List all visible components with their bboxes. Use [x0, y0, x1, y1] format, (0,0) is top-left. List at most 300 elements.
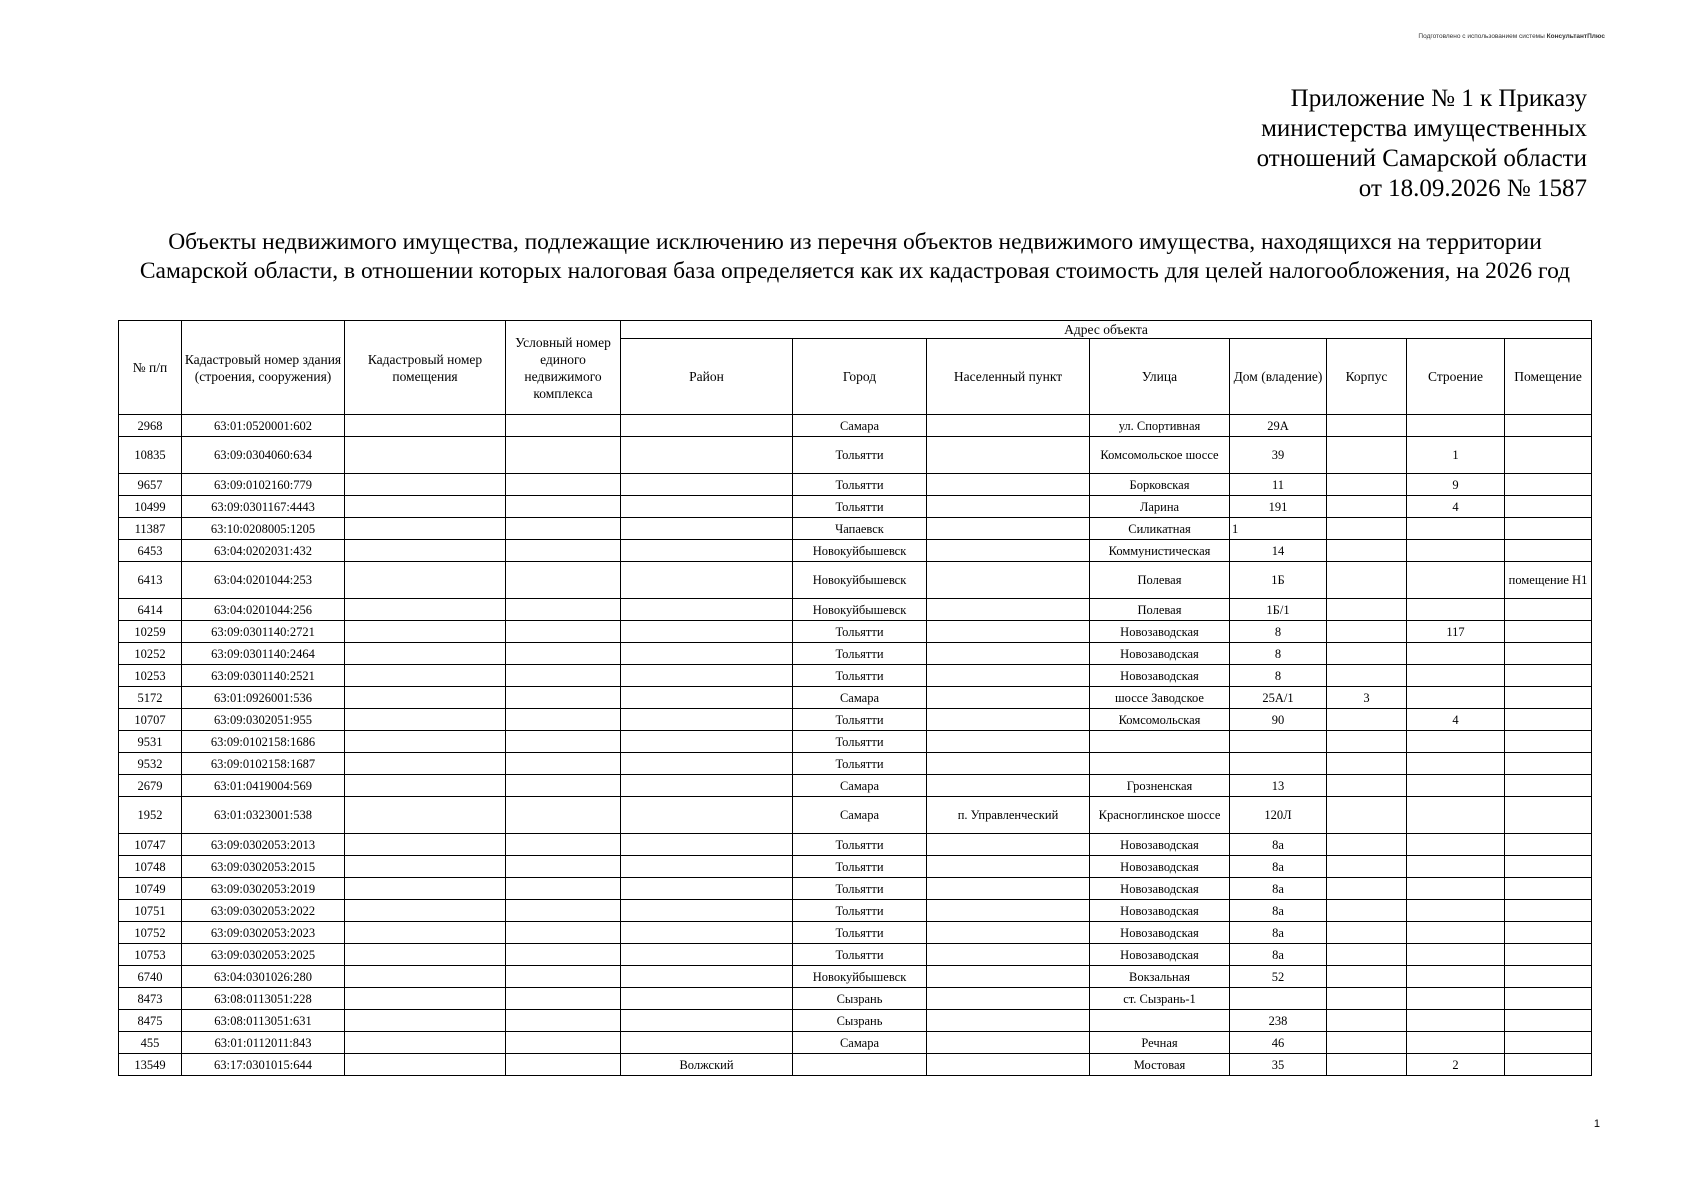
cell-building-cadastral: 63:10:0208005:1205 [182, 518, 345, 540]
cell-room-cadastral [345, 518, 506, 540]
cell-district [621, 753, 793, 775]
cell-num: 2968 [119, 415, 182, 437]
table-row [119, 643, 1592, 665]
cell-room [1505, 834, 1592, 856]
cell-complex-number [506, 687, 621, 709]
cell-building-cadastral: 63:01:0520001:602 [182, 415, 345, 437]
cell-building-cadastral: 63:09:0302053:2023 [182, 922, 345, 944]
cell-city: Тольятти [793, 856, 927, 878]
note-brand: КонсультантПлюс [1546, 33, 1605, 40]
cell-settlement [927, 599, 1090, 621]
cell-complex-number [506, 415, 621, 437]
cell-city: Тольятти [793, 944, 927, 966]
appendix-line-1: Приложение № 1 к Приказу [1290, 85, 1587, 112]
cell-num: 10749 [119, 878, 182, 900]
cell-room [1505, 1032, 1592, 1054]
cell-building-cadastral: 63:09:0302053:2013 [182, 834, 345, 856]
cell-building [1407, 988, 1505, 1010]
appendix-line-2: министерства имущественных [1261, 115, 1587, 142]
cell-num: 6413 [119, 562, 182, 599]
cell-room-cadastral [345, 1032, 506, 1054]
cell-building-cadastral: 63:09:0102158:1687 [182, 753, 345, 775]
cell-settlement [927, 856, 1090, 878]
cell-house: 8а [1230, 900, 1327, 922]
cell-city: Чапаевск [793, 518, 927, 540]
cell-house: 8а [1230, 856, 1327, 878]
cell-room [1505, 797, 1592, 834]
appendix-line-4: от 18.09.2026 № 1587 [1358, 175, 1587, 202]
cell-room-cadastral [345, 856, 506, 878]
header-building: Строение [1407, 339, 1505, 415]
cell-complex-number [506, 753, 621, 775]
cell-house: 35 [1230, 1054, 1327, 1076]
cell-city: Тольятти [793, 474, 927, 496]
cell-street: Комсомольская [1090, 709, 1230, 731]
cell-room [1505, 966, 1592, 988]
cell-street: Новозаводская [1090, 856, 1230, 878]
cell-room [1505, 922, 1592, 944]
table-row [119, 731, 1592, 753]
cell-building: 9 [1407, 474, 1505, 496]
cell-building-cadastral: 63:09:0301140:2521 [182, 665, 345, 687]
cell-house: 238 [1230, 1010, 1327, 1032]
cell-house: 1 [1230, 518, 1327, 540]
table-row [119, 775, 1592, 797]
cell-complex-number [506, 1032, 621, 1054]
objects-table-wrap [118, 320, 1592, 1076]
cell-city: Самара [793, 797, 927, 834]
cell-house: 8а [1230, 834, 1327, 856]
cell-building-cadastral: 63:09:0102160:779 [182, 474, 345, 496]
cell-room [1505, 709, 1592, 731]
cell-room-cadastral [345, 1054, 506, 1076]
cell-city: Новокуйбышевск [793, 966, 927, 988]
cell-num: 11387 [119, 518, 182, 540]
cell-city: Самара [793, 687, 927, 709]
cell-street [1090, 731, 1230, 753]
table-row [119, 753, 1592, 775]
cell-room-cadastral [345, 621, 506, 643]
cell-city: Самара [793, 775, 927, 797]
cell-district [621, 687, 793, 709]
cell-korpus [1327, 900, 1407, 922]
cell-street: Борковская [1090, 474, 1230, 496]
cell-building: 2 [1407, 1054, 1505, 1076]
cell-city: Тольятти [793, 753, 927, 775]
cell-num: 10253 [119, 665, 182, 687]
cell-room-cadastral [345, 437, 506, 474]
cell-district [621, 775, 793, 797]
cell-building-cadastral: 63:01:0926001:536 [182, 687, 345, 709]
cell-korpus [1327, 599, 1407, 621]
cell-settlement [927, 518, 1090, 540]
table-row [119, 562, 1592, 599]
cell-building [1407, 1010, 1505, 1032]
cell-city: Новокуйбышевск [793, 562, 927, 599]
header-room-cadastral: Кадастровый номер помещения [345, 321, 506, 415]
cell-house [1230, 753, 1327, 775]
cell-korpus [1327, 878, 1407, 900]
cell-room-cadastral [345, 731, 506, 753]
cell-num: 8475 [119, 1010, 182, 1032]
cell-building-cadastral: 63:04:0201044:253 [182, 562, 345, 599]
table-body [119, 415, 1592, 1076]
cell-street: Полевая [1090, 562, 1230, 599]
document-title: Объекты недвижимого имущества, подлежащие исключению из перечня объектов недвижимого имущества, находящихся на территории Самарской области, в отношении которых налоговая база определяется как их кадастровая стоимость для целей налогообложения, на 2026 год [139, 229, 1571, 284]
table-row [119, 944, 1592, 966]
cell-room-cadastral [345, 834, 506, 856]
cell-building-cadastral: 63:09:0302053:2022 [182, 900, 345, 922]
cell-complex-number [506, 1010, 621, 1032]
cell-building [1407, 1032, 1505, 1054]
cell-num: 1952 [119, 797, 182, 834]
cell-num: 10835 [119, 437, 182, 474]
cell-complex-number [506, 775, 621, 797]
cell-korpus [1327, 1054, 1407, 1076]
cell-room [1505, 878, 1592, 900]
cell-num: 10499 [119, 496, 182, 518]
cell-settlement [927, 966, 1090, 988]
cell-settlement [927, 922, 1090, 944]
cell-district [621, 643, 793, 665]
header-district: Район [621, 339, 793, 415]
cell-building [1407, 834, 1505, 856]
cell-settlement [927, 562, 1090, 599]
cell-room-cadastral [345, 643, 506, 665]
cell-district [621, 562, 793, 599]
cell-room [1505, 599, 1592, 621]
cell-building: 1 [1407, 437, 1505, 474]
cell-settlement [927, 944, 1090, 966]
cell-city: Тольятти [793, 496, 927, 518]
cell-building [1407, 797, 1505, 834]
cell-room-cadastral [345, 922, 506, 944]
cell-num: 10752 [119, 922, 182, 944]
cell-street: Полевая [1090, 599, 1230, 621]
cell-building-cadastral: 63:09:0302051:955 [182, 709, 345, 731]
cell-room [1505, 687, 1592, 709]
header-street: Улица [1090, 339, 1230, 415]
cell-house [1230, 988, 1327, 1010]
table-row [119, 621, 1592, 643]
cell-building [1407, 415, 1505, 437]
cell-settlement [927, 731, 1090, 753]
table-row [119, 518, 1592, 540]
cell-building-cadastral: 63:09:0301140:2721 [182, 621, 345, 643]
cell-building [1407, 966, 1505, 988]
cell-num: 6740 [119, 966, 182, 988]
table-row [119, 540, 1592, 562]
header-house: Дом (владение) [1230, 339, 1327, 415]
table-row [119, 709, 1592, 731]
cell-street: Новозаводская [1090, 922, 1230, 944]
note-prefix: Подготовлено с использованием системы [1418, 33, 1547, 40]
cell-house: 11 [1230, 474, 1327, 496]
cell-room-cadastral [345, 797, 506, 834]
cell-korpus [1327, 1010, 1407, 1032]
cell-room [1505, 474, 1592, 496]
cell-city: Самара [793, 1032, 927, 1054]
cell-room [1505, 415, 1592, 437]
cell-building [1407, 731, 1505, 753]
cell-building [1407, 518, 1505, 540]
cell-num: 9532 [119, 753, 182, 775]
cell-street: Грозненская [1090, 775, 1230, 797]
cell-settlement [927, 775, 1090, 797]
cell-complex-number [506, 540, 621, 562]
cell-building-cadastral: 63:09:0304060:634 [182, 437, 345, 474]
cell-building [1407, 562, 1505, 599]
cell-street [1090, 753, 1230, 775]
cell-building [1407, 878, 1505, 900]
cell-korpus [1327, 437, 1407, 474]
cell-district [621, 856, 793, 878]
cell-room [1505, 643, 1592, 665]
cell-room: помещение Н1 [1505, 562, 1592, 599]
cell-building-cadastral: 63:01:0419004:569 [182, 775, 345, 797]
cell-korpus [1327, 1032, 1407, 1054]
cell-korpus [1327, 709, 1407, 731]
cell-korpus [1327, 944, 1407, 966]
cell-building [1407, 599, 1505, 621]
cell-complex-number [506, 797, 621, 834]
cell-district [621, 496, 793, 518]
cell-korpus [1327, 474, 1407, 496]
cell-district [621, 900, 793, 922]
cell-street: Комсомольское шоссе [1090, 437, 1230, 474]
cell-room-cadastral [345, 878, 506, 900]
cell-district [621, 922, 793, 944]
cell-room [1505, 437, 1592, 474]
table-row [119, 665, 1592, 687]
consultant-plus-note [1418, 33, 1605, 40]
cell-complex-number [506, 496, 621, 518]
cell-room-cadastral [345, 1010, 506, 1032]
appendix-block [1257, 84, 1587, 204]
cell-city: Тольятти [793, 922, 927, 944]
cell-complex-number [506, 643, 621, 665]
cell-korpus [1327, 643, 1407, 665]
cell-house: 1Б [1230, 562, 1327, 599]
cell-house [1230, 731, 1327, 753]
cell-complex-number [506, 922, 621, 944]
cell-building-cadastral: 63:09:0102158:1686 [182, 731, 345, 753]
cell-city: Тольятти [793, 665, 927, 687]
cell-complex-number [506, 474, 621, 496]
table-row [119, 1010, 1592, 1032]
cell-room-cadastral [345, 687, 506, 709]
cell-building [1407, 775, 1505, 797]
cell-district [621, 834, 793, 856]
cell-settlement [927, 621, 1090, 643]
cell-korpus [1327, 966, 1407, 988]
cell-city: Тольятти [793, 709, 927, 731]
cell-num: 10707 [119, 709, 182, 731]
table-row [119, 687, 1592, 709]
cell-complex-number [506, 944, 621, 966]
cell-district [621, 988, 793, 1010]
cell-building-cadastral: 63:08:0113051:631 [182, 1010, 345, 1032]
cell-korpus [1327, 540, 1407, 562]
cell-building-cadastral: 63:01:0323001:538 [182, 797, 345, 834]
cell-city: Тольятти [793, 900, 927, 922]
table-row [119, 966, 1592, 988]
cell-complex-number [506, 988, 621, 1010]
cell-room-cadastral [345, 775, 506, 797]
cell-room-cadastral [345, 415, 506, 437]
cell-room-cadastral [345, 665, 506, 687]
cell-room-cadastral [345, 540, 506, 562]
cell-korpus [1327, 797, 1407, 834]
cell-building [1407, 665, 1505, 687]
cell-room [1505, 540, 1592, 562]
cell-building-cadastral: 63:09:0302053:2019 [182, 878, 345, 900]
table-row [119, 878, 1592, 900]
cell-house: 90 [1230, 709, 1327, 731]
cell-building-cadastral: 63:04:0301026:280 [182, 966, 345, 988]
cell-room-cadastral [345, 599, 506, 621]
cell-settlement [927, 643, 1090, 665]
cell-korpus: 3 [1327, 687, 1407, 709]
cell-korpus [1327, 922, 1407, 944]
cell-complex-number [506, 1054, 621, 1076]
cell-district [621, 518, 793, 540]
cell-district [621, 599, 793, 621]
cell-building-cadastral: 63:09:0302053:2025 [182, 944, 345, 966]
cell-korpus [1327, 988, 1407, 1010]
cell-street: Новозаводская [1090, 900, 1230, 922]
cell-building-cadastral: 63:09:0301140:2464 [182, 643, 345, 665]
cell-building-cadastral: 63:09:0301167:4443 [182, 496, 345, 518]
cell-house: 52 [1230, 966, 1327, 988]
cell-house: 8а [1230, 944, 1327, 966]
cell-num: 10751 [119, 900, 182, 922]
cell-room [1505, 665, 1592, 687]
cell-settlement [927, 540, 1090, 562]
cell-complex-number [506, 709, 621, 731]
cell-house: 29А [1230, 415, 1327, 437]
cell-settlement [927, 988, 1090, 1010]
cell-num: 10252 [119, 643, 182, 665]
cell-street: ст. Сызрань-1 [1090, 988, 1230, 1010]
cell-room-cadastral [345, 709, 506, 731]
cell-district [621, 415, 793, 437]
cell-settlement [927, 1032, 1090, 1054]
cell-num: 6414 [119, 599, 182, 621]
table-row [119, 988, 1592, 1010]
cell-complex-number [506, 621, 621, 643]
cell-complex-number [506, 731, 621, 753]
table-row [119, 496, 1592, 518]
cell-building: 4 [1407, 496, 1505, 518]
cell-room [1505, 775, 1592, 797]
cell-street: Речная [1090, 1032, 1230, 1054]
cell-house: 8 [1230, 643, 1327, 665]
table-row [119, 1032, 1592, 1054]
cell-room [1505, 496, 1592, 518]
cell-city: Тольятти [793, 878, 927, 900]
table-row [119, 415, 1592, 437]
cell-city: Тольятти [793, 437, 927, 474]
cell-city: Самара [793, 415, 927, 437]
cell-street [1090, 1010, 1230, 1032]
cell-complex-number [506, 562, 621, 599]
cell-city [793, 1054, 927, 1076]
cell-street: Новозаводская [1090, 643, 1230, 665]
cell-settlement [927, 437, 1090, 474]
cell-korpus [1327, 834, 1407, 856]
cell-korpus [1327, 621, 1407, 643]
cell-street: Новозаводская [1090, 834, 1230, 856]
cell-district: Волжский [621, 1054, 793, 1076]
cell-house: 191 [1230, 496, 1327, 518]
cell-building-cadastral: 63:04:0202031:432 [182, 540, 345, 562]
cell-building [1407, 856, 1505, 878]
cell-korpus [1327, 496, 1407, 518]
cell-district [621, 878, 793, 900]
cell-house: 8а [1230, 922, 1327, 944]
cell-complex-number [506, 437, 621, 474]
cell-room [1505, 731, 1592, 753]
cell-street: Вокзальная [1090, 966, 1230, 988]
cell-house: 25А/1 [1230, 687, 1327, 709]
cell-num: 9657 [119, 474, 182, 496]
cell-city: Новокуйбышевск [793, 540, 927, 562]
cell-street: Красноглинское шоссе [1090, 797, 1230, 834]
cell-num: 9531 [119, 731, 182, 753]
cell-room-cadastral [345, 753, 506, 775]
objects-table [118, 320, 1592, 1076]
cell-complex-number [506, 834, 621, 856]
cell-building-cadastral: 63:04:0201044:256 [182, 599, 345, 621]
cell-settlement [927, 1054, 1090, 1076]
cell-num: 8473 [119, 988, 182, 1010]
cell-complex-number [506, 518, 621, 540]
cell-korpus [1327, 665, 1407, 687]
cell-street: Новозаводская [1090, 944, 1230, 966]
cell-num: 5172 [119, 687, 182, 709]
cell-settlement: п. Управленческий [927, 797, 1090, 834]
cell-building [1407, 687, 1505, 709]
cell-room-cadastral [345, 474, 506, 496]
cell-num: 6453 [119, 540, 182, 562]
cell-district [621, 731, 793, 753]
cell-district [621, 709, 793, 731]
cell-num: 2679 [119, 775, 182, 797]
cell-street: Новозаводская [1090, 878, 1230, 900]
appendix-line-3: отношений Самарской области [1256, 145, 1587, 172]
header-complex-number: Условный номер единого недвижимого комплекса [506, 321, 621, 415]
cell-settlement [927, 415, 1090, 437]
table-row [119, 856, 1592, 878]
cell-building [1407, 753, 1505, 775]
cell-district [621, 944, 793, 966]
cell-house: 39 [1230, 437, 1327, 474]
cell-room [1505, 988, 1592, 1010]
cell-korpus [1327, 562, 1407, 599]
table-row [119, 834, 1592, 856]
header-building-cadastral: Кадастровый номер здания (строения, сооружения) [182, 321, 345, 415]
cell-district [621, 621, 793, 643]
header-address-group: Адрес объекта [621, 321, 1592, 339]
cell-city: Тольятти [793, 834, 927, 856]
cell-district [621, 665, 793, 687]
cell-settlement [927, 665, 1090, 687]
cell-house: 1Б/1 [1230, 599, 1327, 621]
cell-room-cadastral [345, 496, 506, 518]
cell-building-cadastral: 63:17:0301015:644 [182, 1054, 345, 1076]
page-number: 1 [1593, 1118, 1600, 1130]
